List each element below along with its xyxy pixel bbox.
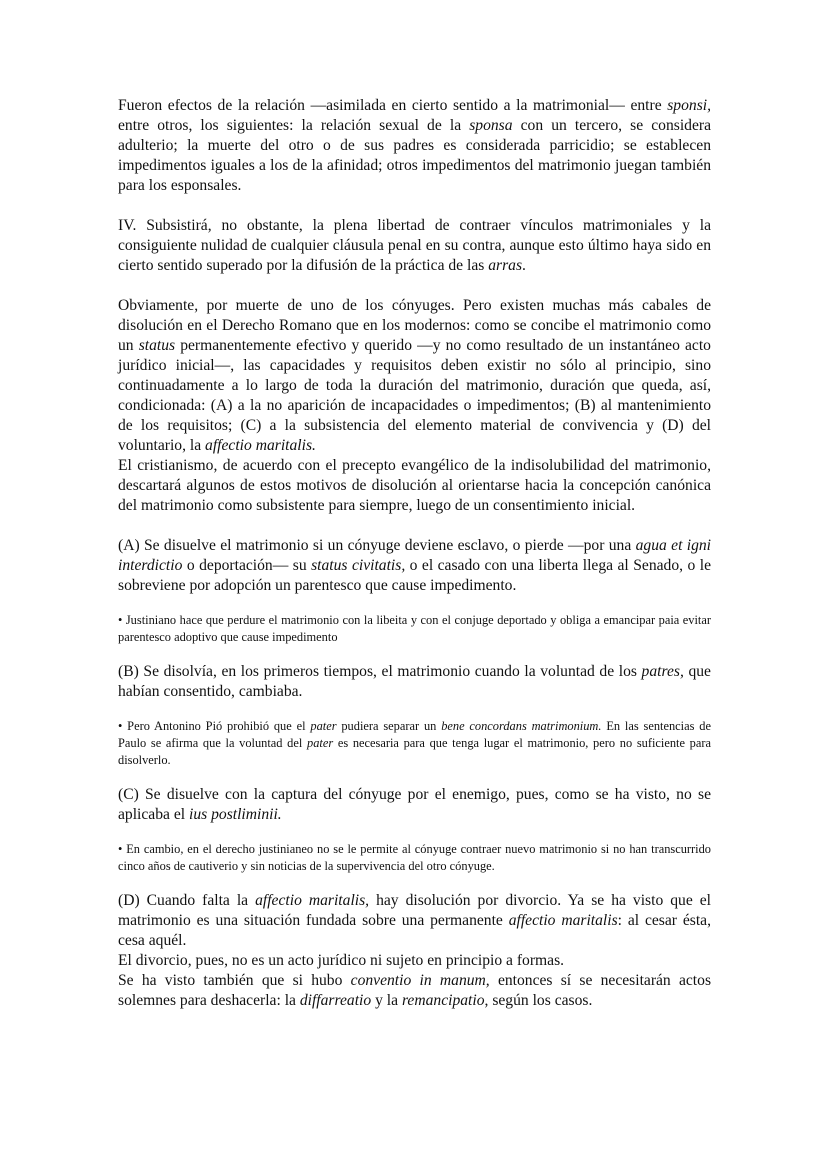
- text-run: Se ha visto también que si hubo: [118, 972, 351, 989]
- text-run: • Pero Antonino Pió prohibió que el: [118, 719, 311, 733]
- text-run: y la: [371, 992, 402, 1009]
- italic-term: sponsa: [469, 117, 513, 134]
- paragraph-case-c: [118, 785, 711, 825]
- italic-term: affectio maritalis: [508, 912, 618, 929]
- paragraph-esponsales-effects: [118, 96, 711, 196]
- text-run: (C) Se disuelve con la captura del cónyuge por el enemigo, pues, como se ha visto, no se aplicaba el: [118, 786, 711, 823]
- text-run: (A) Se disuelve el matrimonio si un cónyuge deviene esclavo, o pierde —por una: [118, 537, 636, 554]
- text-run: .: [522, 257, 526, 274]
- text-run: , según los casos.: [484, 992, 593, 1009]
- italic-term: affectio maritalis,: [255, 892, 370, 909]
- italic-term: pater: [307, 736, 334, 750]
- text-run: permanentemente efectivo y querido —y no como resultado de un instantáneo acto jurídico inicial—, las capacidades y requisitos deben existir no sólo al principio, sino continuadamente a lo largo de toda la duración del matrimonio, duración que queda, así, condicionada: (A) a la no aparición de incapacidades o impedimentos; (B) al mantenimiento de los requisitos; (C) a la subsistencia del elemento material de convivencia y (D) del voluntario, la: [118, 337, 711, 454]
- italic-term: diffarreatio: [299, 992, 372, 1009]
- text-run: Fueron efectos de la relación —asimilada en cierto sentido a la matrimonial— entre: [118, 97, 668, 114]
- text-run: que habían consentido, cambiaba.: [118, 663, 711, 700]
- paragraph-case-d: [118, 891, 711, 951]
- paragraph-cristianismo: [118, 456, 711, 516]
- note-case-c: [118, 841, 711, 875]
- text-run: : al cesar ésta, cesa aquél.: [118, 912, 711, 949]
- italic-term: status civitatis,: [311, 557, 406, 574]
- paragraph-disolucion-intro: [118, 296, 711, 456]
- text-run: o deportación— su: [182, 557, 312, 574]
- text-run: El cristianismo, de acuerdo con el precepto evangélico de la indisolubilidad del matrimonio, descartará algunos de estos motivos de disolución al orientarse hacia la concepción canónica del matrimonio como subsistente para siempre, luego de un consentimiento inicial.: [118, 457, 711, 514]
- text-run: El divorcio, pues, no es un acto jurídico ni sujeto en principio a formas.: [118, 952, 565, 969]
- italic-term: agua et igni interdictio: [118, 537, 712, 574]
- paragraph-case-b: [118, 662, 711, 702]
- note-case-b: [118, 718, 711, 769]
- italic-term: conventio in manum,: [350, 972, 490, 989]
- italic-term: arras: [488, 257, 523, 274]
- text-run: • En cambio, en el derecho justinianeo no se le permite al cónyuge contraer nuevo matrimonio si no han transcurrido cinco años de cautiverio y sin noticias de la supervivencia del otro cónyuge.: [118, 842, 711, 873]
- text-run: (D) Cuando falta la: [118, 892, 256, 909]
- text-run: es necesaria para que tenga lugar el matrimonio, pero no suficiente para disolverlo.: [118, 736, 711, 767]
- text-run: hay disolución por divorcio. Ya se ha visto que el matrimonio es una situación fundada sobre una permanente: [118, 892, 711, 929]
- paragraph-case-a: [118, 536, 711, 596]
- paragraph-iv-libertad: [118, 216, 711, 276]
- text-run: o el casado con una liberta llega al Senado, o le sobreviene por adopción un parentesco que cause impedimento.: [118, 557, 711, 594]
- text-run: IV. Subsistirá, no obstante, la plena libertad de contraer vínculos matrimoniales y la consiguiente nulidad de cualquier cláusula penal en su contra, aunque esto último haya sido en cierto sentido superado por la difusión de la práctica de las: [118, 217, 711, 274]
- text-run: (B) Se disolvía, en los primeros tiempos, el matrimonio cuando la voluntad de los: [118, 663, 642, 680]
- text-run: pudiera separar un: [336, 719, 442, 733]
- italic-term: status: [138, 337, 176, 354]
- document-page: [118, 96, 711, 1011]
- text-run: con un tercero, se considera adulterio; la muerte del otro o de sus padres es considerada parricidio; se establecen impedimentos iguales a los de la afinidad; otros impedimentos del matrimonio juegan también para los esponsales.: [118, 117, 711, 194]
- italic-term: sponsi,: [667, 97, 711, 114]
- italic-term: ius postliminii.: [189, 806, 282, 823]
- paragraph-divorcio: [118, 951, 711, 971]
- text-run: entre otros, los siguientes: la relación sexual de la: [118, 117, 470, 134]
- note-case-a: [118, 612, 711, 646]
- italic-term: patres,: [641, 663, 684, 680]
- italic-term: pater: [310, 719, 337, 733]
- italic-term: affectio maritalis.: [205, 437, 316, 454]
- text-run: Obviamente, por muerte de uno de los cónyuges. Pero existen muchas más cabales de disolución en el Derecho Romano que en los modernos: como se concibe el matrimonio como un: [118, 297, 711, 354]
- italic-term: bene concordans matrimonium.: [441, 719, 602, 733]
- text-run: entonces sí se necesitarán actos solemnes para deshacerla: la: [118, 972, 712, 1009]
- text-run: • Justiniano hace que perdure el matrimonio con la libeita y con el conjuge deportado y obliga a emancipar paia evitar parentesco adoptivo que cause impedimento: [118, 613, 711, 644]
- text-run: En las sentencias de Paulo se afirma que la voluntad del: [118, 719, 711, 750]
- italic-term: remancipatio: [401, 992, 485, 1009]
- paragraph-conventio-in-manum: [118, 971, 711, 1011]
